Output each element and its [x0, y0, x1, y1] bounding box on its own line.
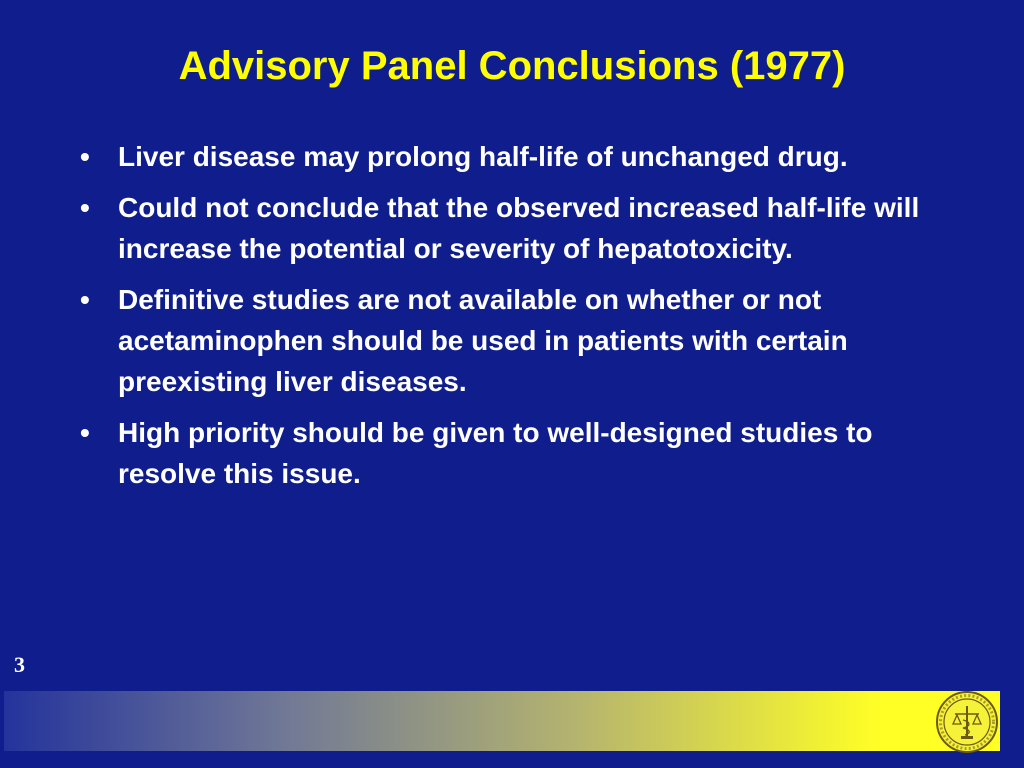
- bullet-icon: •: [80, 417, 90, 448]
- bullet-list: [80, 136, 940, 504]
- bullet-item: [80, 279, 940, 402]
- footer-gradient-bar: [4, 691, 1000, 751]
- fda-seal-icon: [935, 690, 999, 754]
- bullet-item: [80, 187, 940, 269]
- bullet-item: [80, 412, 940, 494]
- bullet-icon: •: [80, 284, 90, 315]
- bullet-icon: •: [80, 141, 90, 172]
- bullet-icon: •: [80, 192, 90, 223]
- bullet-text: High priority should be given to well-designed studies to resolve this issue.: [118, 417, 873, 489]
- bullet-text: Could not conclude that the observed increased half-life will increase the potential or severity of hepatotoxicity.: [118, 192, 920, 264]
- bullet-text: Definitive studies are not available on whether or not acetaminophen should be used in patients with certain preexisting liver diseases.: [118, 284, 848, 397]
- bullet-text: Liver disease may prolong half-life of unchanged drug.: [118, 141, 848, 172]
- slide-title: Advisory Panel Conclusions (1977): [178, 44, 846, 88]
- page-number: 3: [14, 652, 25, 677]
- bullet-item: [80, 136, 940, 177]
